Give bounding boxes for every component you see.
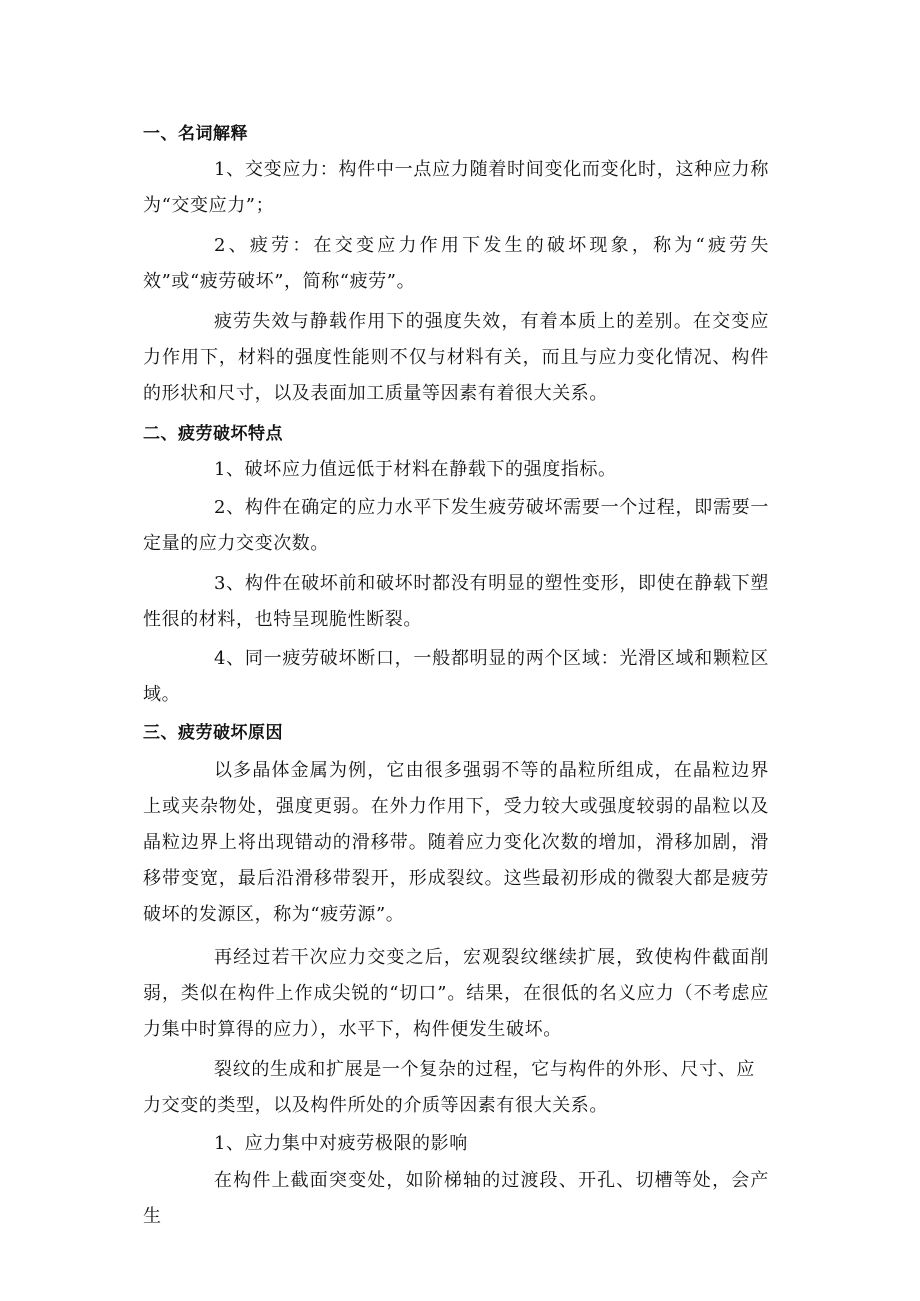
paragraph-stress-concentration-title: 1、应力集中对疲劳极限的影响	[214, 1133, 468, 1154]
paragraph-characteristic-4: 4、同一疲劳破坏断口，一般都明显的两个区域：光滑区域和颗粒区域。	[143, 648, 769, 705]
paragraph-crack-factors: 裂纹的生成和扩展是一个复杂的过程，它与构件的外形、尺寸、应力交变的类型，以及构件所处的介质等因素有很大关系。	[143, 1059, 755, 1116]
paragraph-crack-propagation: 再经过若干次应力交变之后，宏观裂纹继续扩展，致使构件截面削弱，类似在构件上作成尖锐的“切口”。结果，在很低的名义应力（不考虑应力集中时算得的应力），水平下，构件便发生破坏。	[143, 947, 769, 1040]
paragraph-characteristic-2: 2、构件在确定的应力水平下发生疲劳破坏需要一个过程，即需要一定量的应力交变次数。	[143, 497, 769, 554]
paragraph-characteristic-1: 1、破坏应力值远低于材料在静载下的强度指标。	[214, 459, 617, 480]
paragraph-alternating-stress: 1、交变应力：构件中一点应力随着时间变化而变化时，这种应力称为“交变应力”；	[143, 159, 769, 216]
section-heading-characteristics: 二、疲劳破坏特点	[143, 424, 283, 444]
paragraph-characteristic-3: 3、构件在破坏前和破坏时都没有明显的塑性变形，即使在静载下塑性很的材料，也特呈现脆性断裂。	[143, 573, 769, 630]
section-heading-terms: 一、名词解释	[143, 124, 248, 144]
paragraph-stress-concentration-text: 在构件上截面突变处，如阶梯轴的过渡段、开孔、切槽等处，会产生	[143, 1170, 769, 1227]
paragraph-fatigue-definition: 2、疲劳：在交变应力作用下发生的破坏现象，称为“疲劳失效”或“疲劳破坏”，简称“疲劳”。	[143, 235, 769, 292]
paragraph-fatigue-vs-static: 疲劳失效与静载作用下的强度失效，有着本质上的差别。在交变应力作用下，材料的强度性能则不仅与材料有关，而且与应力变化情况、构件的形状和尺寸，以及表面加工质量等因素有着很大关系。	[143, 311, 769, 404]
section-heading-causes: 三、疲劳破坏原因	[143, 723, 283, 743]
paragraph-polycrystal-cause: 以多晶体金属为例，它由很多强弱不等的晶粒所组成，在晶粒边界上或夹杂物处，强度更弱。在外力作用下，受力较大或强度较弱的晶粒以及晶粒边界上将出现错动的滑移带。随着应力变化次数的增加，滑移加剧，滑移带变宽，最后沿滑移带裂开，形成裂纹。这些最初形成的微裂大都是疲劳破坏的发源区，称为“疲劳源”。	[143, 760, 769, 925]
